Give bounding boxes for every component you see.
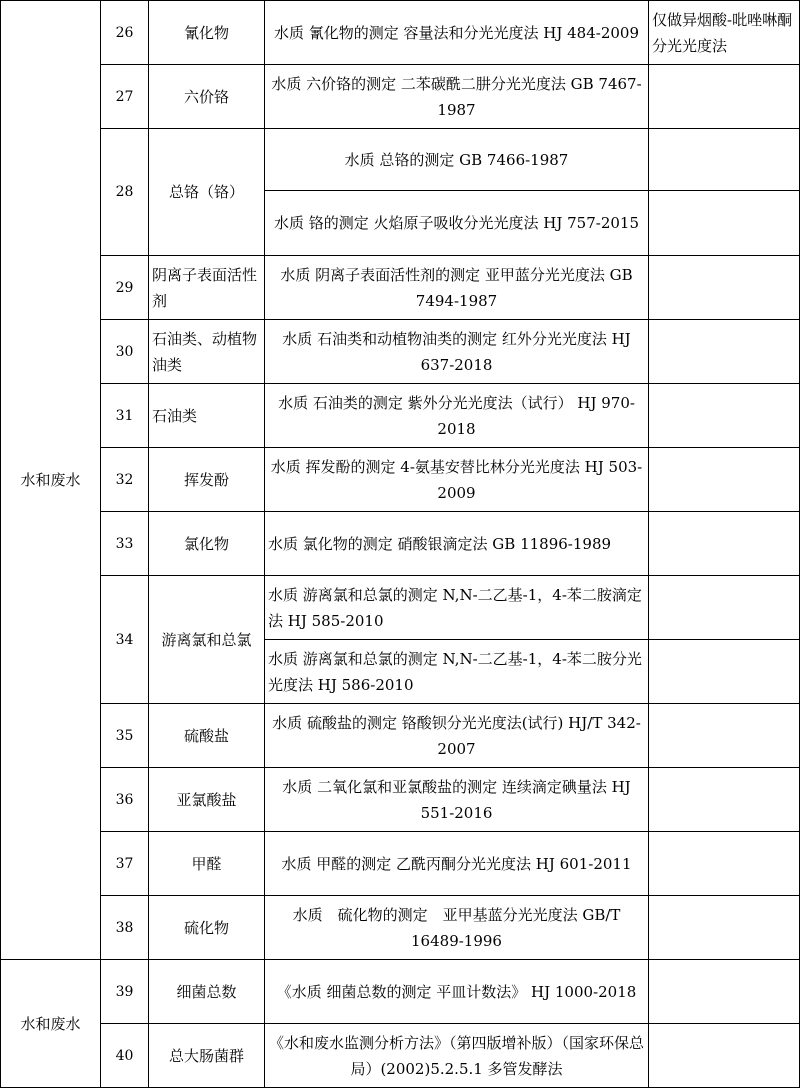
test-item: 硫化物: [149, 896, 265, 960]
test-item: 总大肠菌群: [149, 1024, 265, 1088]
table-row: [1, 832, 800, 896]
remark: [649, 768, 800, 832]
row-number: 28: [101, 129, 149, 256]
row-number: 34: [101, 576, 149, 704]
table-row: [1, 384, 800, 448]
test-method: 水质 铬的测定 火焰原子吸收分光光度法 HJ 757-2015: [265, 191, 649, 256]
test-item: 甲醛: [149, 832, 265, 896]
test-method: 水质 挥发酚的测定 4-氨基安替比林分光光度法 HJ 503-2009: [265, 448, 649, 512]
test-method: 《水和废水监测分析方法》（第四版增补版）（国家环保总局）(2002)5.2.5.1 多管发酵法: [265, 1024, 649, 1088]
test-method: 水质 硫化物的测定 亚甲基蓝分光光度法 GB/T 16489-1996: [265, 896, 649, 960]
test-item: 阴离子表面活性剂: [149, 256, 265, 320]
row-number: 38: [101, 896, 149, 960]
remark: [649, 512, 800, 576]
test-method: 水质 甲醛的测定 乙酰丙酮分光光度法 HJ 601-2011: [265, 832, 649, 896]
row-number: 27: [101, 65, 149, 129]
test-item: 六价铬: [149, 65, 265, 129]
row-number: 36: [101, 768, 149, 832]
remark: [649, 576, 800, 640]
test-method: 《水质 细菌总数的测定 平皿计数法》 HJ 1000-2018: [265, 960, 649, 1024]
test-method: 水质 阴离子表面活性剂的测定 亚甲蓝分光光度法 GB 7494-1987: [265, 256, 649, 320]
test-item: 亚氯酸盐: [149, 768, 265, 832]
test-method: 水质 六价铬的测定 二苯碳酰二肼分光光度法 GB 7467-1987: [265, 65, 649, 129]
row-number: 39: [101, 960, 149, 1024]
table-row: [1, 704, 800, 768]
table-row: [1, 65, 800, 129]
table-row: [1, 1024, 800, 1088]
test-method: 水质 硫酸盐的测定 铬酸钡分光光度法(试行) HJ/T 342-2007: [265, 704, 649, 768]
table-row: [1, 960, 800, 1024]
remark: [649, 65, 800, 129]
table-row: [1, 512, 800, 576]
test-method: 水质 二氧化氯和亚氯酸盐的测定 连续滴定碘量法 HJ 551-2016: [265, 768, 649, 832]
test-item: 氯化物: [149, 512, 265, 576]
remark: [649, 704, 800, 768]
table-row: [1, 896, 800, 960]
row-number: 30: [101, 320, 149, 384]
test-method: 水质 总铬的测定 GB 7466-1987: [265, 129, 649, 191]
remark: 仅做异烟酸-吡唑啉酮分光光度法: [649, 1, 800, 65]
table-row: [1, 768, 800, 832]
table-row: [1, 320, 800, 384]
test-method: 水质 石油类的测定 紫外分光光度法（试行） HJ 970-2018: [265, 384, 649, 448]
test-item: 挥发酚: [149, 448, 265, 512]
test-method: 水质 石油类和动植物油类的测定 红外分光光度法 HJ 637-2018: [265, 320, 649, 384]
category-cell: 水和废水: [1, 1, 101, 960]
test-item: 氰化物: [149, 1, 265, 65]
row-number: 26: [101, 1, 149, 65]
test-item: 总铬（铬）: [149, 129, 265, 256]
test-item: 游离氯和总氯: [149, 576, 265, 704]
row-number: 31: [101, 384, 149, 448]
test-method: 水质 游离氯和总氯的测定 N,N-二乙基-1，4-苯二胺分光光度法 HJ 586-2010: [265, 640, 649, 704]
table-row: [1, 129, 800, 191]
test-method: 水质 氯化物的测定 硝酸银滴定法 GB 11896-1989: [265, 512, 649, 576]
remark: [649, 448, 800, 512]
test-method: 水质 氰化物的测定 容量法和分光光度法 HJ 484-2009: [265, 1, 649, 65]
table-row: [1, 1, 800, 65]
row-number: 37: [101, 832, 149, 896]
test-method: 水质 游离氯和总氯的测定 N,N-二乙基-1，4-苯二胺滴定法 HJ 585-2010: [265, 576, 649, 640]
remark: [649, 129, 800, 191]
remark: [649, 832, 800, 896]
remark: [649, 191, 800, 256]
row-number: 33: [101, 512, 149, 576]
remark: [649, 256, 800, 320]
row-number: 40: [101, 1024, 149, 1088]
test-item: 石油类、动植物油类: [149, 320, 265, 384]
remark: [649, 320, 800, 384]
remark: [649, 384, 800, 448]
remark: [649, 640, 800, 704]
remark: [649, 1024, 800, 1088]
row-number: 29: [101, 256, 149, 320]
table-row: [1, 576, 800, 640]
test-item: 硫酸盐: [149, 704, 265, 768]
remark: [649, 960, 800, 1024]
table-row: [1, 256, 800, 320]
test-item: 石油类: [149, 384, 265, 448]
category-cell: 水和废水: [1, 960, 101, 1088]
table-row: [1, 448, 800, 512]
remark: [649, 896, 800, 960]
row-number: 32: [101, 448, 149, 512]
test-item: 细菌总数: [149, 960, 265, 1024]
row-number: 35: [101, 704, 149, 768]
